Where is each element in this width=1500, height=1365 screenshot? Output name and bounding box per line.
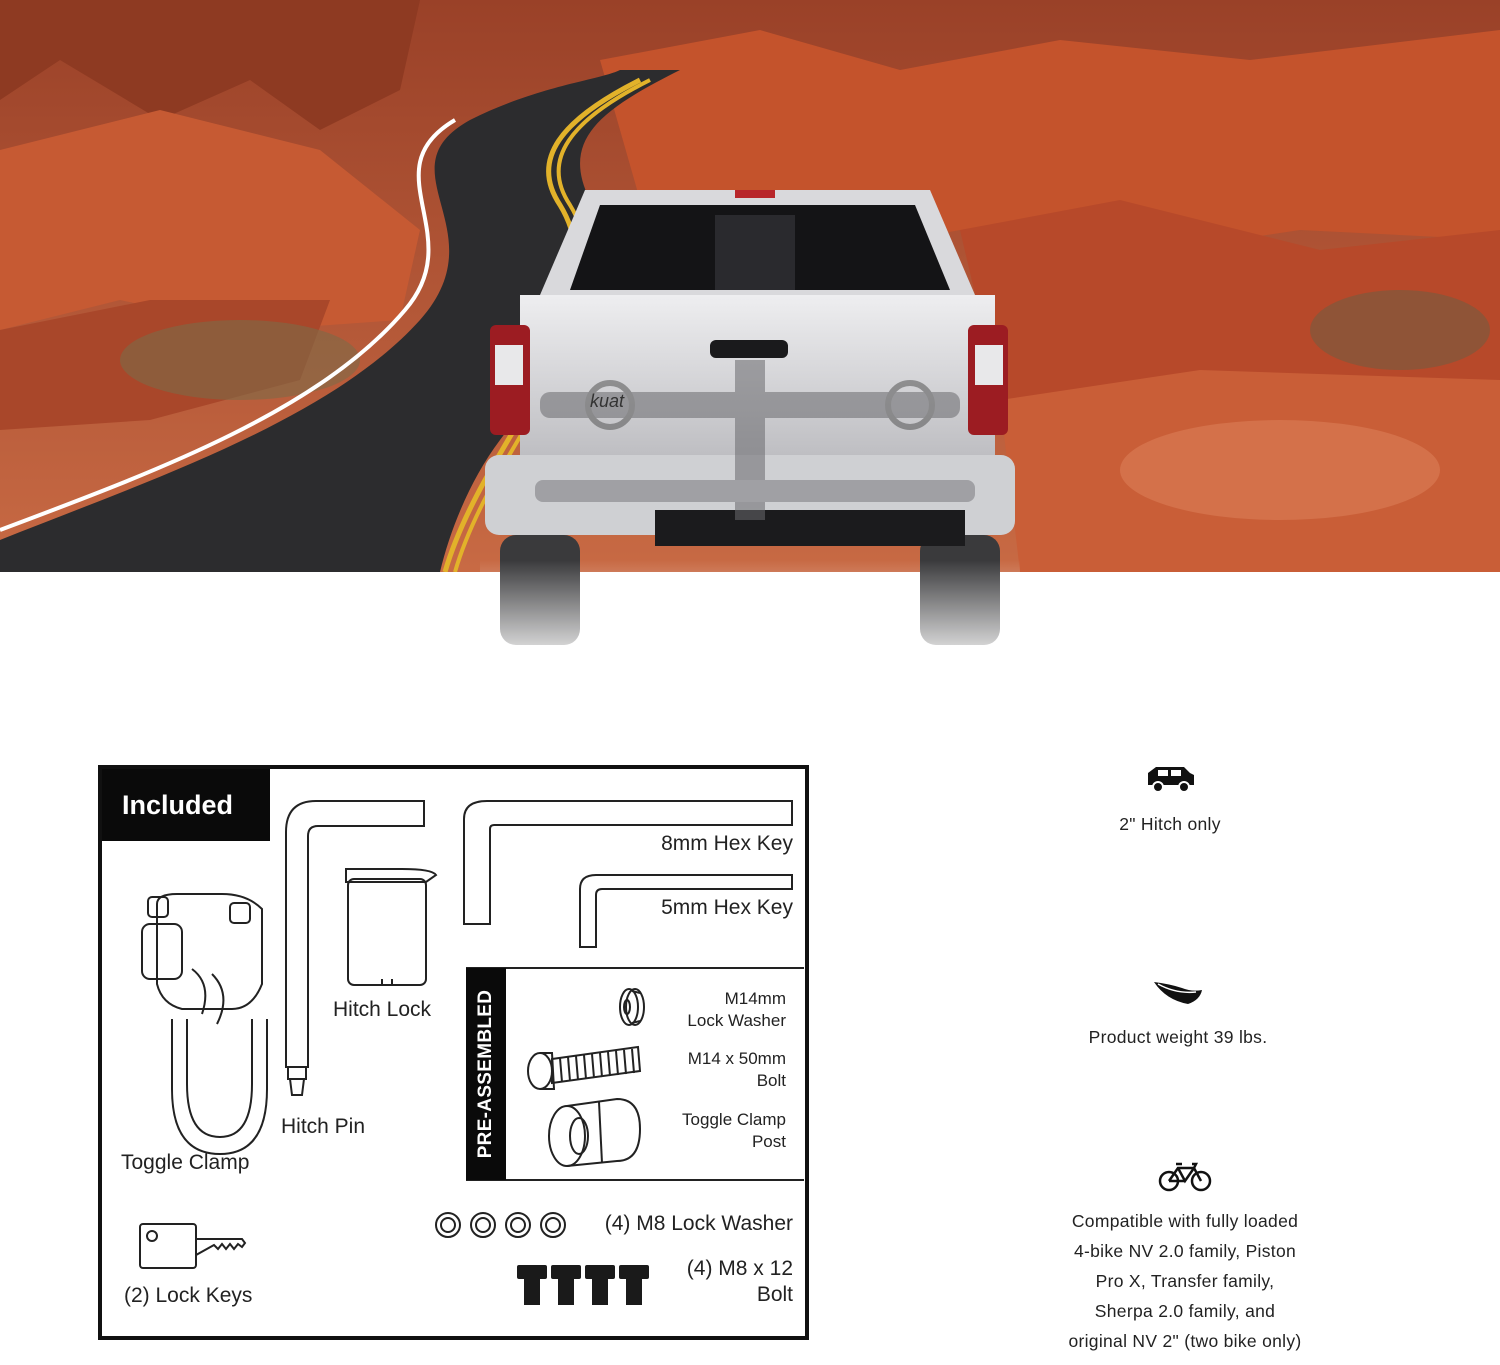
toggle-clamp-post-label: Toggle Clamp Post: [682, 1110, 786, 1151]
feature-compatibility: [1040, 1160, 1330, 1356]
feature-weight-text: Product weight 39 lbs.: [1088, 1027, 1268, 1047]
toggle-clamp-label: Toggle Clamp: [121, 1151, 250, 1174]
m8-bolt-label: (4) M8 x 12 Bolt: [686, 1257, 793, 1306]
m14-bolt-label: M14 x 50mm Bolt: [687, 1049, 786, 1090]
rack-brand-text: kuat: [590, 391, 625, 411]
m14-bolt-icon: [528, 1047, 640, 1089]
m8-lock-washers-icon: [436, 1213, 565, 1237]
feather-icon: [1152, 978, 1204, 1008]
m8-bolts-icon: [517, 1265, 649, 1305]
hex-key-5mm-label: 5mm Hex Key: [661, 896, 793, 919]
feature-hitch: [1070, 765, 1270, 839]
lock-keys-label: (2) Lock Keys: [124, 1284, 253, 1307]
pre-assembled-tab: [466, 968, 506, 1180]
toggle-clamp-icon: [142, 894, 267, 1154]
m8-lock-washer-label: (4) M8 Lock Washer: [604, 1212, 793, 1235]
feature-hitch-text: 2" Hitch only: [1119, 814, 1221, 834]
m14-washer-label: M14mm Lock Washer: [687, 989, 786, 1030]
m14-lock-washer-icon: [620, 989, 644, 1025]
hitch-pin-icon: [286, 801, 424, 1095]
hex-key-8mm-label: 8mm Hex Key: [661, 832, 793, 855]
hitch-lock-label: Hitch Lock: [333, 998, 432, 1021]
pre-assembled-title: PRE-ASSEMBLED: [475, 989, 496, 1159]
feature-weight: [1048, 978, 1308, 1052]
feature-compatibility-text: Compatible with fully loaded 4-bike NV 2.0 family, Piston Pro X, Transfer family, Sherpa 2.0 family, and original NV 2" (two bike only): [1068, 1211, 1302, 1351]
lock-key-icon: [140, 1224, 245, 1268]
bicycle-icon: [1158, 1160, 1212, 1192]
toggle-clamp-post-icon: [549, 1099, 640, 1166]
hitch-pin-label: Hitch Pin: [281, 1115, 366, 1138]
hitch-lock-icon: [346, 869, 436, 985]
truck-icon: [1144, 765, 1196, 795]
included-title: Included: [102, 769, 270, 841]
included-panel: [98, 765, 809, 1340]
